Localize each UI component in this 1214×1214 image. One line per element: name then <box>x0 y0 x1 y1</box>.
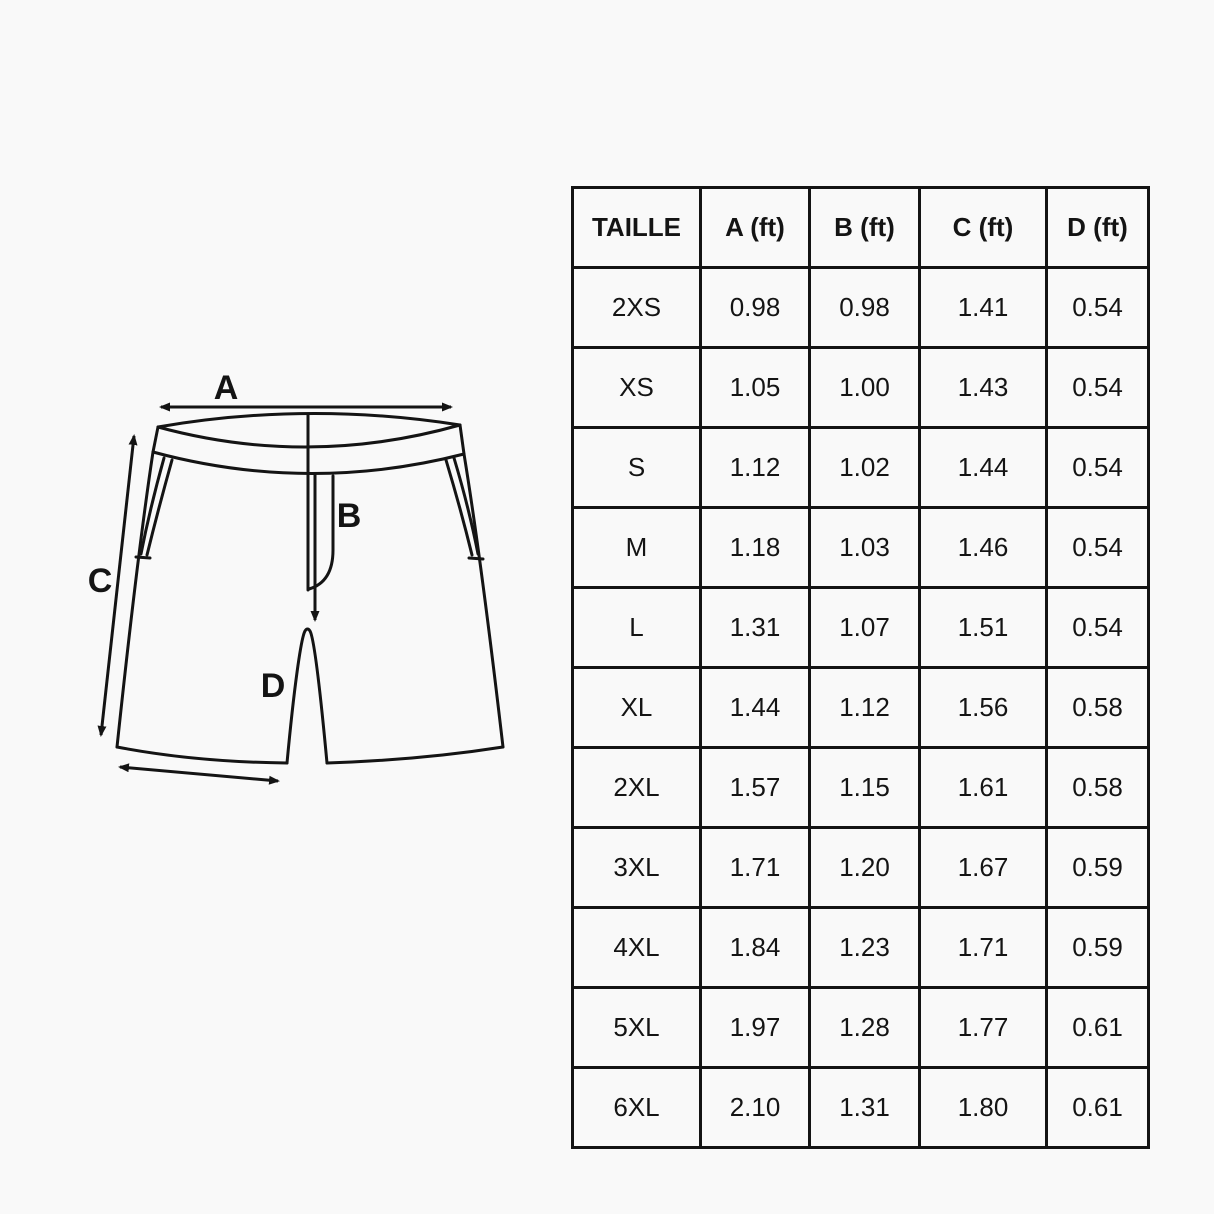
cell-d: 0.59 <box>1047 828 1149 908</box>
cell-b: 1.23 <box>810 908 920 988</box>
cell-size: L <box>573 588 701 668</box>
table-row <box>573 828 1149 908</box>
col-header-d: D (ft) <box>1047 188 1149 268</box>
cell-b: 1.15 <box>810 748 920 828</box>
shorts-diagram <box>80 368 540 808</box>
cell-c: 1.61 <box>920 748 1047 828</box>
cell-a: 1.44 <box>701 668 810 748</box>
cell-size: S <box>573 428 701 508</box>
cell-size: M <box>573 508 701 588</box>
cell-size: 2XS <box>573 268 701 348</box>
cell-b: 1.00 <box>810 348 920 428</box>
size-table <box>571 186 1150 1149</box>
cell-size: 2XL <box>573 748 701 828</box>
cell-d: 0.54 <box>1047 508 1149 588</box>
cell-b: 1.20 <box>810 828 920 908</box>
crotch-notch-path <box>287 629 327 763</box>
right-hem-path <box>327 747 503 763</box>
cell-a: 1.12 <box>701 428 810 508</box>
cell-d: 0.54 <box>1047 428 1149 508</box>
table-row <box>573 508 1149 588</box>
measure-label-d: D <box>260 667 286 705</box>
cell-c: 1.71 <box>920 908 1047 988</box>
cell-a: 1.05 <box>701 348 810 428</box>
waistband-right-edge-path <box>460 425 464 454</box>
table-row <box>573 588 1149 668</box>
cell-b: 1.31 <box>810 1068 920 1148</box>
cell-d: 0.54 <box>1047 268 1149 348</box>
table-row <box>573 988 1149 1068</box>
table-row <box>573 348 1149 428</box>
cell-a: 0.98 <box>701 268 810 348</box>
measurement-arrows <box>101 407 451 781</box>
right-pocket-tick <box>469 558 483 559</box>
cell-c: 1.41 <box>920 268 1047 348</box>
table-row <box>573 748 1149 828</box>
cell-b: 1.02 <box>810 428 920 508</box>
cell-size: XS <box>573 348 701 428</box>
table-row <box>573 268 1149 348</box>
cell-c: 1.43 <box>920 348 1047 428</box>
measure-d-arrow <box>120 767 278 781</box>
cell-c: 1.56 <box>920 668 1047 748</box>
cell-d: 0.58 <box>1047 668 1149 748</box>
cell-a: 1.18 <box>701 508 810 588</box>
cell-a: 1.71 <box>701 828 810 908</box>
left-pocket-tick <box>136 557 150 558</box>
cell-c: 1.44 <box>920 428 1047 508</box>
cell-c: 1.77 <box>920 988 1047 1068</box>
col-header-b: B (ft) <box>810 188 920 268</box>
cell-b: 1.03 <box>810 508 920 588</box>
cell-b: 1.12 <box>810 668 920 748</box>
measure-label-c: C <box>87 562 113 600</box>
cell-c: 1.51 <box>920 588 1047 668</box>
cell-c: 1.67 <box>920 828 1047 908</box>
waistband-left-edge-path <box>153 427 158 452</box>
measure-label-b: B <box>336 497 362 535</box>
cell-d: 0.54 <box>1047 588 1149 668</box>
left-hem-path <box>117 747 287 763</box>
measure-label-a: A <box>213 369 239 407</box>
cell-d: 0.59 <box>1047 908 1149 988</box>
cell-a: 1.97 <box>701 988 810 1068</box>
cell-d: 0.61 <box>1047 988 1149 1068</box>
col-header-taille: TAILLE <box>573 188 701 268</box>
shorts-diagram-svg <box>80 368 540 808</box>
cell-a: 2.10 <box>701 1068 810 1148</box>
cell-c: 1.46 <box>920 508 1047 588</box>
cell-size: XL <box>573 668 701 748</box>
col-header-a: A (ft) <box>701 188 810 268</box>
left-side-seam-path <box>117 452 153 747</box>
table-row <box>573 908 1149 988</box>
cell-b: 0.98 <box>810 268 920 348</box>
cell-d: 0.58 <box>1047 748 1149 828</box>
cell-size: 4XL <box>573 908 701 988</box>
cell-size: 6XL <box>573 1068 701 1148</box>
col-header-c: C (ft) <box>920 188 1047 268</box>
cell-d: 0.54 <box>1047 348 1149 428</box>
right-side-seam-path <box>464 454 503 747</box>
cell-a: 1.57 <box>701 748 810 828</box>
cell-c: 1.80 <box>920 1068 1047 1148</box>
cell-d: 0.61 <box>1047 1068 1149 1148</box>
cell-size: 5XL <box>573 988 701 1068</box>
header-row <box>573 188 1149 268</box>
cell-a: 1.84 <box>701 908 810 988</box>
cell-size: 3XL <box>573 828 701 908</box>
fly-stitch-path <box>309 476 333 589</box>
cell-b: 1.28 <box>810 988 920 1068</box>
cell-b: 1.07 <box>810 588 920 668</box>
table-row <box>573 1068 1149 1148</box>
shorts-outline <box>117 413 503 763</box>
cell-a: 1.31 <box>701 588 810 668</box>
table-row <box>573 668 1149 748</box>
table-row <box>573 428 1149 508</box>
